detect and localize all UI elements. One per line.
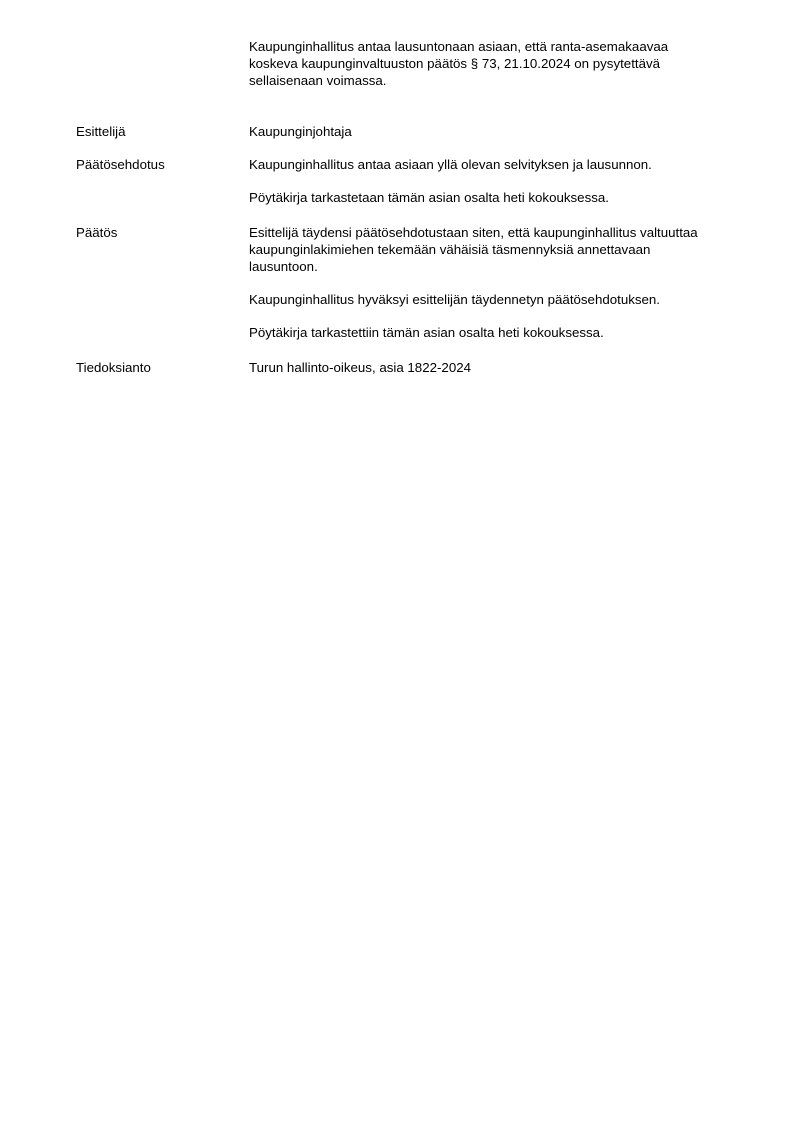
section-label-paatos: Päätös [76,225,118,240]
paragraph: Pöytäkirja tarkastetaan tämän asian osalta heti kokouksessa. [249,190,609,205]
section-label-paatosehdotus: Päätösehdotus [76,157,165,172]
section-content-esittelija [249,123,719,140]
section-label-tiedoksianto: Tiedoksianto [76,360,151,375]
paragraph: Pöytäkirja tarkastettiin tämän asian osalta heti kokouksessa. [249,325,604,340]
paragraph: Turun hallinto-oikeus, asia 1822-2024 [249,360,472,375]
lead-paragraph: Kaupunginhallitus antaa lausuntonaan asiaan, että ranta-asemakaavaa koskeva kaupunginvaltuuston päätös § 73, 21.10.2024 on pysytettävä sellaisenaan voimassa. [249,39,669,88]
section-label-esittelija: Esittelijä [76,124,126,139]
paragraph: Kaupunginjohtaja [249,124,352,139]
section-content-paatosehdotus [249,156,719,206]
section-content-paatos [249,224,719,341]
section-content-tiedoksianto [249,359,719,376]
paragraph: Kaupunginhallitus antaa asiaan yllä olevan selvityksen ja lausunnon. [249,157,652,172]
paragraph: Esittelijä täydensi päätösehdotustaan siten, että kaupunginhallitus valtuuttaa kaupunginlakimiehen tekemään vähäisiä täsmennyksiä annettavaan lausuntoon. [249,225,698,274]
paragraph: Kaupunginhallitus hyväksyi esittelijän täydennetyn päätösehdotuksen. [249,292,661,307]
